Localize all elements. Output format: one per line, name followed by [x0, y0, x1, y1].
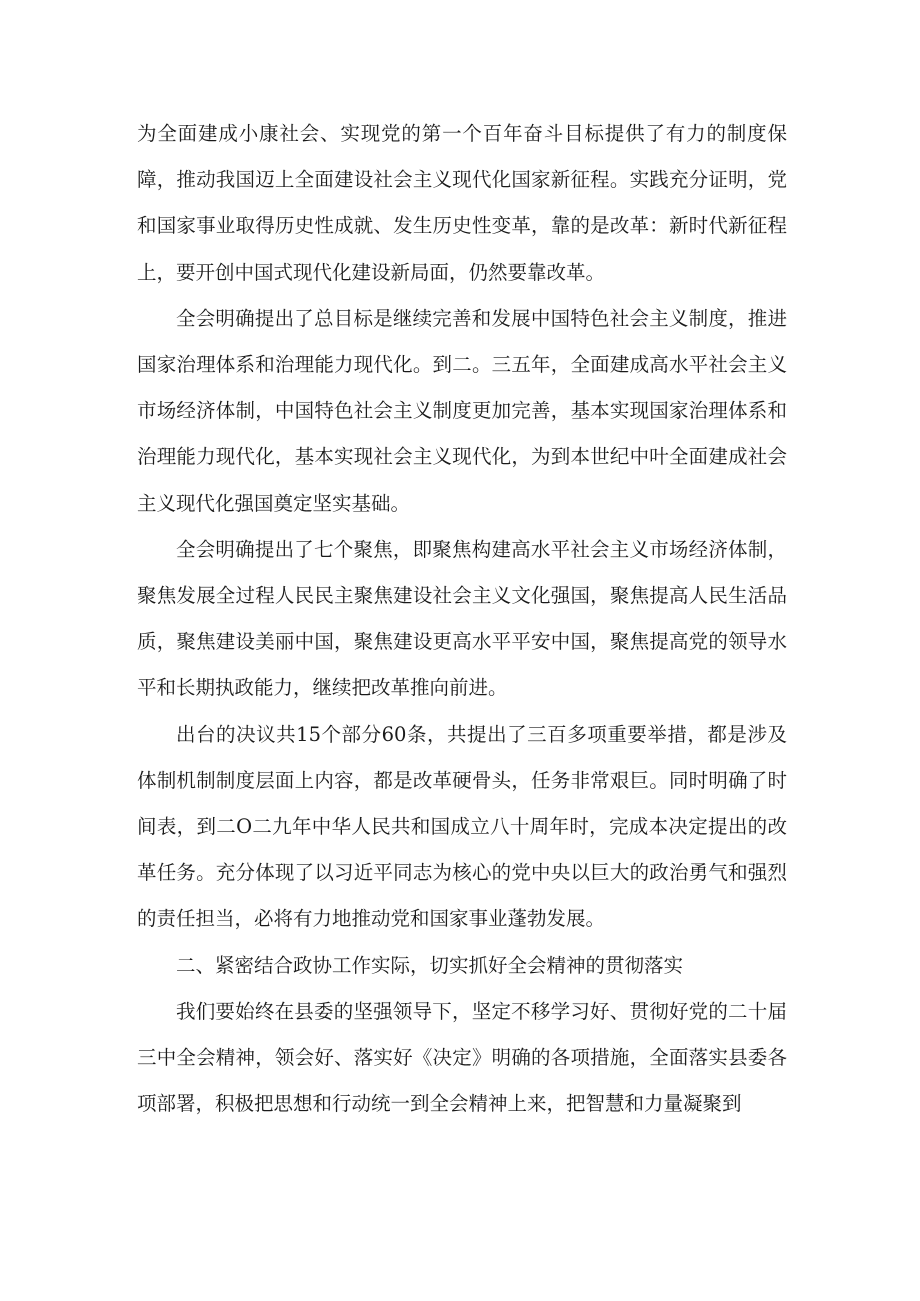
section-heading: 二、紧密结合政协工作实际，切实抓好全会精神的贯彻落实 [176, 953, 684, 977]
paragraph-continuation: 为全面建成小康社会、实现党的第一个百年奋斗目标提供了有力的制度保障，推动我国迈上全面建设社会主义现代化国家新征程。实践充分证明，党和国家事业取得历史性成就、发生历史性变革，靠的是改革：新时代新征程上，要开创中国式现代化建设新局面，仍然要靠改革。 [137, 122, 787, 284]
paragraph-implementation: 我们要始终在县委的坚强领导下，坚定不移学习好、贯彻好党的二十届三中全会精神，领会好、落实好《决定》明确的各项措施，全面落实县委各项部署，积极把思想和行动统一到全会精神上来，把智慧和力量凝聚到 [137, 999, 787, 1116]
paragraph-resolution-details: 出台的决议共15个部分60条，共提出了三百多项重要举措，都是涉及体制机制制度层面上内容，都是改革硬骨头，任务非常艰巨。同时明确了时间表，到二O二九年中华人民共和国成立八十周年时，完成本决定提出的改革任务。充分体现了以习近平同志为核心的党中央以巨大的政治勇气和强烈的责任担当，必将有力地推动党和国家事业蓬勃发展。 [137, 722, 787, 931]
document-body [137, 111, 787, 1127]
paragraph-seven-focuses: 全会明确提出了七个聚焦，即聚焦构建高水平社会主义市场经济体制，聚焦发展全过程人民民主聚焦建设社会主义文化强国，聚焦提高人民生活品质，聚焦建设美丽中国，聚焦建设更高水平平安中国，聚焦提高党的领导水平和长期执政能力，继续把改革推向前进。 [137, 537, 787, 700]
paragraph-overall-goal: 全会明确提出了总目标是继续完善和发展中国特色社会主义制度，推进国家治理体系和治理能力现代化。到二。三五年，全面建成高水平社会主义市场经济体制，中国特色社会主义制度更加完善，基本实现国家治理体系和治理能力现代化，基本实现社会主义现代化，为到本世纪中叶全面建成社会主义现代化强国奠定坚实基础。 [137, 306, 787, 515]
